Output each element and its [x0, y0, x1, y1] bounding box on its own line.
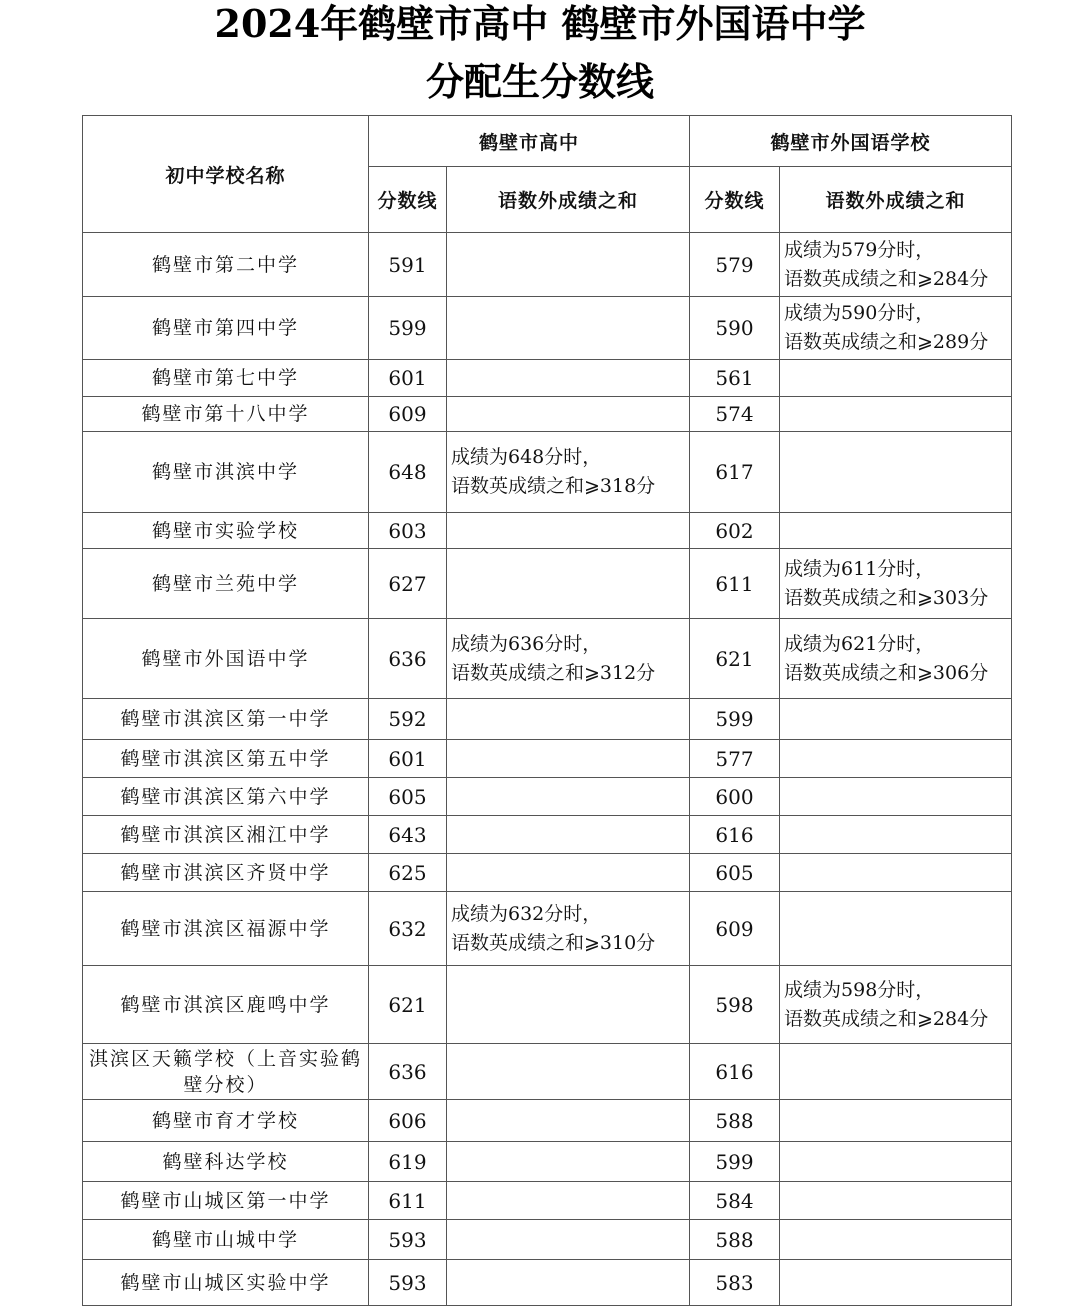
hs-sum-note: [447, 233, 690, 297]
table-row: [83, 513, 1012, 549]
fl-sum-note: [780, 1044, 1012, 1100]
school-name: [83, 513, 369, 549]
fl-score: 590: [690, 297, 780, 360]
hs-score: 619: [369, 1142, 447, 1182]
hs-sum-note: [447, 1260, 690, 1306]
hs-score: 593: [369, 1220, 447, 1260]
hs-sum-note: [447, 854, 690, 892]
hs-sum-note: [447, 513, 690, 549]
fl-sum-note: [780, 854, 1012, 892]
hs-score: 632: [369, 892, 447, 966]
table-row: [83, 233, 1012, 297]
fl-sum-note-line: 成绩为579分时，: [784, 238, 935, 261]
fl-sum-note: [780, 699, 1012, 740]
fl-sum-note-line: 语数英成绩之和⩾306分: [784, 661, 989, 684]
hs-score: 593: [369, 1260, 447, 1306]
fl-sum-note-line: 语数英成绩之和⩾284分: [784, 267, 989, 290]
hs-sum-note: [447, 360, 690, 397]
hs-score: 621: [369, 966, 447, 1044]
table-row: [83, 297, 1012, 360]
hs-sum-note: [447, 740, 690, 778]
school-name-line: 鹤壁市山城区实验中学: [120, 1271, 331, 1294]
table-row: [83, 619, 1012, 699]
school-name-line: 鹤壁市第四中学: [151, 317, 299, 339]
table-row: [83, 397, 1012, 432]
hs-score: 599: [369, 297, 447, 360]
school-name: [83, 816, 369, 854]
hs-score: 627: [369, 549, 447, 619]
table-row: [83, 1220, 1012, 1260]
school-name-line: 鹤壁市山城区第一中学: [120, 1189, 331, 1212]
school-name-line: 鹤壁市淇滨中学: [151, 461, 299, 483]
fl-sum-note: [780, 1100, 1012, 1142]
school-name-line: 鹤壁市实验学校: [151, 519, 299, 542]
table-row: [83, 1182, 1012, 1220]
school-name: [83, 1044, 369, 1100]
fl-sum-note-line: 成绩为611分时，: [784, 557, 935, 580]
page-subtitle: 分配生分数线: [425, 59, 654, 104]
table-row: [83, 816, 1012, 854]
table-row: [83, 778, 1012, 816]
hs-score: 591: [369, 233, 447, 297]
school-name: [83, 778, 369, 816]
foreign-language-school-header: 鹤壁市外国语学校: [690, 116, 1012, 167]
hs-sum-note-line: 语数英成绩之和⩾312分: [451, 661, 656, 684]
school-name-line: 鹤壁科达学校: [162, 1150, 289, 1173]
hs-sum-note: [447, 1100, 690, 1142]
hs-sum-note: [447, 297, 690, 360]
table-row: [83, 1100, 1012, 1142]
fl-score: 609: [690, 892, 780, 966]
hs-sum-note: [447, 619, 690, 699]
hs-sum-note: [447, 1220, 690, 1260]
hs-score: 603: [369, 513, 447, 549]
hs-sum-note: [447, 966, 690, 1044]
fl-score: 579: [690, 233, 780, 297]
table-row: [83, 1044, 1012, 1100]
fl-sum-note: [780, 360, 1012, 397]
fl-score: 588: [690, 1220, 780, 1260]
school-name-line: （上音实验鹤壁分校）: [183, 1047, 363, 1096]
fl-score: 598: [690, 966, 780, 1044]
fl-score: 577: [690, 740, 780, 778]
hs-score: 606: [369, 1100, 447, 1142]
fl-sum-note: [780, 1182, 1012, 1220]
table-row: [83, 854, 1012, 892]
fl-score: 574: [690, 397, 780, 432]
fl-sum-note: [780, 1142, 1012, 1182]
fl-sum-note: [780, 432, 1012, 513]
fl-score: 561: [690, 360, 780, 397]
hs-sum-note: [447, 1182, 690, 1220]
table-row: [83, 1260, 1012, 1306]
table-row: [83, 1142, 1012, 1182]
fl-sum-note-line: 成绩为621分时，: [784, 632, 935, 655]
school-name: [83, 297, 369, 360]
school-name: [83, 966, 369, 1044]
school-name-line: 鹤壁市第七中学: [151, 367, 299, 389]
school-name: [83, 1220, 369, 1260]
school-name: [83, 1182, 369, 1220]
school-name: [83, 740, 369, 778]
hs-score-line-header: 分数线: [369, 167, 447, 233]
hs-sum-note: [447, 778, 690, 816]
table-row: [83, 699, 1012, 740]
fl-sum-note-line: 成绩为590分时，: [784, 302, 935, 324]
fl-sum-note-line: 语数英成绩之和⩾284分: [784, 1007, 989, 1030]
table-row: [83, 740, 1012, 778]
school-name-line: 鹤壁市育才学校: [151, 1109, 299, 1132]
school-name-line: 鹤壁市兰苑中学: [151, 572, 299, 595]
fl-sum-note: [780, 816, 1012, 854]
school-name: [83, 1260, 369, 1306]
school-name-line: 鹤壁市第二中学: [151, 253, 299, 276]
school-name: [83, 699, 369, 740]
fl-sum-note: [780, 513, 1012, 549]
fl-score: 616: [690, 816, 780, 854]
school-name: [83, 549, 369, 619]
hs-sum-note: [447, 816, 690, 854]
hs-score: 625: [369, 854, 447, 892]
hs-score: 605: [369, 778, 447, 816]
fl-score: 616: [690, 1044, 780, 1100]
school-name: [83, 854, 369, 892]
hs-score: 648: [369, 432, 447, 513]
school-name: [83, 360, 369, 397]
fl-score: 599: [690, 699, 780, 740]
fl-sum-note: [780, 233, 1012, 297]
hs-score: 636: [369, 1044, 447, 1100]
fl-sum-note: [780, 397, 1012, 432]
school-name: [83, 1142, 369, 1182]
fl-score: 600: [690, 778, 780, 816]
fl-sum-note: [780, 778, 1012, 816]
school-name-line: 鹤壁市外国语中学: [141, 647, 310, 670]
school-name-line: 鹤壁市第十八中学: [141, 403, 310, 425]
school-name: [83, 1100, 369, 1142]
school-name-line: 鹤壁市淇滨区第五中学: [120, 747, 331, 770]
fl-sum-note: [780, 892, 1012, 966]
table-row: [83, 549, 1012, 619]
hs-score: 609: [369, 397, 447, 432]
page-title: 2024年鹤壁市高中 鹤壁市外国语中学: [214, 1, 866, 46]
school-name-line: 鹤壁市淇滨区湘江中学: [120, 823, 331, 846]
fl-sum-note: [780, 1220, 1012, 1260]
hs-sum-note: [447, 1142, 690, 1182]
hs-score: 601: [369, 360, 447, 397]
fl-sum-note: [780, 966, 1012, 1044]
school-name-header: 初中学校名称: [83, 116, 369, 233]
school-name-line: 鹤壁市淇滨区第一中学: [120, 708, 331, 730]
school-name: [83, 233, 369, 297]
school-name-line: 鹤壁市淇滨区第六中学: [120, 785, 331, 808]
fl-sum-note: [780, 1260, 1012, 1306]
fl-sum-note-line: 语数英成绩之和⩾289分: [784, 331, 989, 353]
fl-sum-note: [780, 549, 1012, 619]
fl-sum-note: [780, 297, 1012, 360]
school-name-line: 淇滨区天籁学校: [88, 1047, 236, 1070]
school-name-line: 鹤壁市淇滨区鹿鸣中学: [120, 993, 331, 1016]
hs-score: 611: [369, 1182, 447, 1220]
fl-score: 611: [690, 549, 780, 619]
fl-sum-note: [780, 619, 1012, 699]
fl-score: 584: [690, 1182, 780, 1220]
score-table: [82, 115, 1012, 1306]
hs-sum-note: [447, 397, 690, 432]
fl-score: 599: [690, 1142, 780, 1182]
hs-sum-note-line: 语数英成绩之和⩾310分: [451, 931, 656, 954]
school-name-line: 鹤壁市淇滨区福源中学: [120, 917, 331, 940]
hs-score: 601: [369, 740, 447, 778]
table-header: [83, 116, 1012, 233]
school-name: [83, 432, 369, 513]
hs-score: 636: [369, 619, 447, 699]
hs-sum-note: [447, 549, 690, 619]
school-name: [83, 397, 369, 432]
school-name-line: 鹤壁市山城中学: [151, 1228, 299, 1251]
hs-sum-note: [447, 699, 690, 740]
fl-score: 602: [690, 513, 780, 549]
fl-sum-note-line: 成绩为598分时，: [784, 978, 935, 1001]
table-row: [83, 892, 1012, 966]
hs-sum-note-line: 成绩为636分时，: [451, 632, 602, 655]
table-row: [83, 966, 1012, 1044]
hs-sum-note: [447, 892, 690, 966]
hs-sum-note: [447, 432, 690, 513]
high-school-header: 鹤壁市高中: [369, 116, 690, 167]
hs-score: 643: [369, 816, 447, 854]
hs-sum-header: 语数外成绩之和: [447, 167, 690, 233]
fl-sum-note-line: 语数英成绩之和⩾303分: [784, 586, 989, 609]
fl-score-line-header: 分数线: [690, 167, 780, 233]
table-body: [83, 233, 1012, 1306]
school-name: [83, 619, 369, 699]
school-name-line: 鹤壁市淇滨区齐贤中学: [120, 861, 331, 884]
school-name: [83, 892, 369, 966]
table-row: [83, 360, 1012, 397]
hs-sum-note-line: 成绩为632分时，: [451, 902, 602, 925]
fl-score: 583: [690, 1260, 780, 1306]
fl-score: 588: [690, 1100, 780, 1142]
fl-score: 617: [690, 432, 780, 513]
fl-sum-header: 语数外成绩之和: [780, 167, 1012, 233]
table-row: [83, 432, 1012, 513]
hs-score: 592: [369, 699, 447, 740]
hs-sum-note-line: 成绩为648分时，: [451, 446, 602, 468]
fl-score: 605: [690, 854, 780, 892]
hs-sum-note-line: 语数英成绩之和⩾318分: [451, 475, 656, 497]
fl-score: 621: [690, 619, 780, 699]
hs-sum-note: [447, 1044, 690, 1100]
fl-sum-note: [780, 740, 1012, 778]
